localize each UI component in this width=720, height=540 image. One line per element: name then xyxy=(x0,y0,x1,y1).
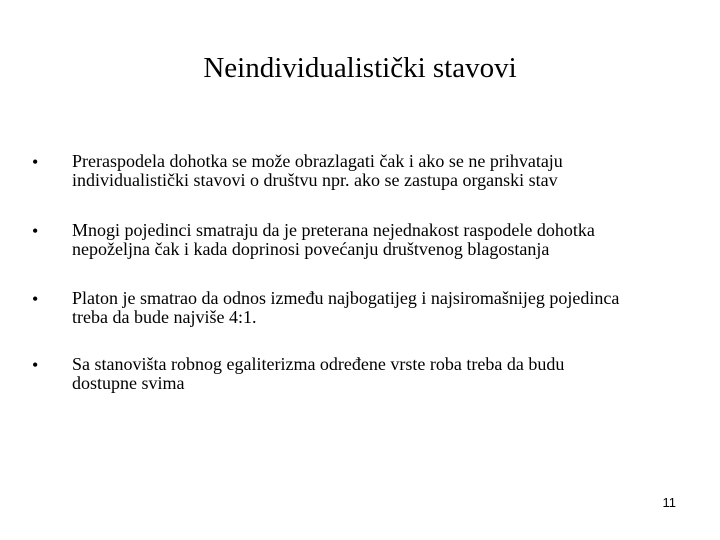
bullet-line: Preraspodela dohotka se može obrazlagati čak i ako se ne prihvataju xyxy=(72,151,563,171)
bullet-line: nepoželjna čak i kada doprinosi povećanju društvenog blagostanja xyxy=(72,239,550,259)
bullet-item xyxy=(30,152,690,190)
bullet-line: Sa stanovišta robnog egaliterizma određene vrste roba treba da budu xyxy=(72,354,565,374)
bullet-line: Mnogi pojedinci smatraju da je preterana nejednakost raspodele dohotka xyxy=(72,220,595,240)
bullet-text xyxy=(72,355,690,393)
bullet-icon: • xyxy=(32,152,39,172)
bullet-icon: • xyxy=(32,221,39,241)
bullet-line: treba da bude najviše 4:1. xyxy=(72,307,257,327)
bullet-line: individualistički stavovi o društvu npr. ako se zastupa organski stav xyxy=(72,170,558,190)
bullet-text xyxy=(72,289,690,327)
page-number: 11 xyxy=(662,495,676,510)
bullet-icon: • xyxy=(32,355,39,375)
bullet-text xyxy=(72,152,690,190)
bullet-text xyxy=(72,221,690,259)
bullet-item xyxy=(30,355,690,393)
bullet-line: Platon je smatrao da odnos između najbogatijeg i najsiromašnijeg pojedinca xyxy=(72,288,620,308)
bullet-line: dostupne svima xyxy=(72,373,185,393)
bullet-item xyxy=(30,221,690,259)
bullet-item xyxy=(30,289,690,327)
bullet-icon: • xyxy=(32,289,39,309)
slide-title: Neindividualistički stavovi xyxy=(203,52,517,84)
